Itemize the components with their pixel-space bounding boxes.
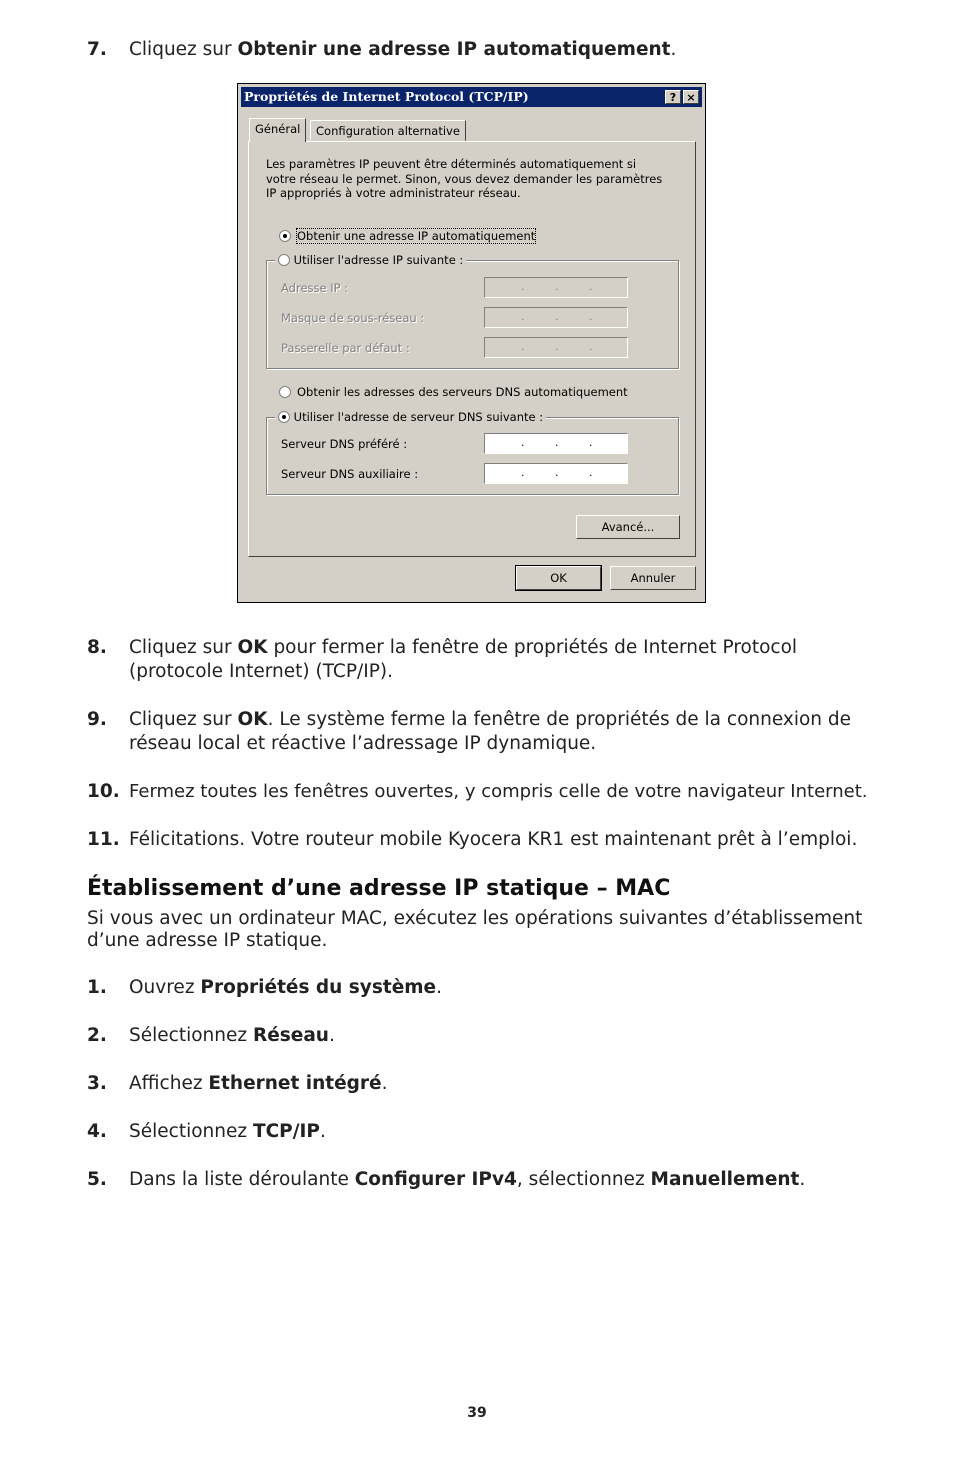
step-number: 3. <box>87 1073 107 1094</box>
step-text-mid: , sélectionnez <box>516 1169 651 1190</box>
mac-step-2 <box>87 1024 877 1048</box>
advanced-button[interactable]: Avancé... <box>576 515 680 539</box>
step-bold: Réseau <box>252 1025 329 1046</box>
ip-address-field[interactable]: . . . <box>484 277 628 298</box>
mac-step-5 <box>87 1168 877 1192</box>
step-9 <box>87 708 877 756</box>
step-text: Dans la liste déroulante <box>129 1169 355 1190</box>
tab-general[interactable]: Général <box>249 118 306 142</box>
ip-address-label: Adresse IP : <box>281 281 349 295</box>
step-number: 9. <box>87 709 107 730</box>
mac-step-3 <box>87 1072 877 1096</box>
step-text: Félicitations. Votre routeur mobile Kyocera KR1 est maintenant prêt à l’emploi. <box>129 829 858 850</box>
step-bold: Obtenir une adresse IP automatiquement <box>237 39 671 60</box>
step-text-end: . <box>328 1025 335 1046</box>
radio-auto-ip-label[interactable]: Obtenir une adresse IP automatiquement <box>297 229 536 243</box>
step-11 <box>87 828 877 852</box>
radio-manual-dns-label[interactable]: Utiliser l'adresse de serveur DNS suivante : <box>293 410 544 424</box>
step-bold: TCP/IP <box>252 1121 320 1142</box>
step-number: 5. <box>87 1169 107 1190</box>
step-text: Cliquez sur <box>129 709 238 730</box>
preferred-dns-field[interactable]: . . . <box>484 433 628 454</box>
step-text: Ouvrez <box>129 977 201 998</box>
step-number: 4. <box>87 1121 107 1142</box>
step-number: 8. <box>87 637 107 658</box>
step-text-end: . <box>381 1073 388 1094</box>
step-text-end: . <box>319 1121 326 1142</box>
step-8 <box>87 636 877 684</box>
step-text: Sélectionnez <box>129 1025 253 1046</box>
subnet-mask-field[interactable]: . . . <box>484 307 628 328</box>
step-bold: OK <box>237 709 268 730</box>
step-text: Cliquez sur <box>129 637 238 658</box>
step-number: 11. <box>87 829 120 850</box>
step-text: Sélectionnez <box>129 1121 253 1142</box>
step-bold: OK <box>237 637 268 658</box>
radio-auto-dns-label[interactable]: Obtenir les adresses des serveurs DNS automatiquement <box>297 385 628 399</box>
radio-manual-dns[interactable] <box>278 411 290 423</box>
step-text-end: . <box>799 1169 806 1190</box>
section-heading: Établissement d’une adresse IP statique – MAC <box>87 876 671 901</box>
default-gateway-label: Passerelle par défaut : <box>281 341 410 355</box>
step-text: Fermez toutes les fenêtres ouvertes, y compris celle de votre navigateur Internet. <box>129 781 868 802</box>
step-bold: Propriétés du système <box>200 977 437 998</box>
step-text-end: . <box>670 39 677 60</box>
alternate-dns-label: Serveur DNS auxiliaire : <box>281 467 419 481</box>
page-number: 39 <box>467 1405 487 1421</box>
step-7 <box>87 38 877 62</box>
dialog-title: Propriétés de Internet Protocol (TCP/IP) <box>244 89 529 104</box>
step-number: 1. <box>87 977 107 998</box>
alternate-dns-field[interactable]: . . . <box>484 463 628 484</box>
step-10 <box>87 780 887 804</box>
help-button[interactable]: ? <box>665 90 681 104</box>
mac-step-4 <box>87 1120 877 1144</box>
ok-button[interactable]: OK <box>516 566 601 590</box>
preferred-dns-label: Serveur DNS préféré : <box>281 437 408 451</box>
step-number: 2. <box>87 1025 107 1046</box>
default-gateway-field[interactable]: . . . <box>484 337 628 358</box>
manual-ip-group-legend <box>275 253 466 267</box>
step-number: 7. <box>87 39 107 60</box>
dialog-titlebar[interactable] <box>241 87 702 107</box>
tab-alternate-config[interactable]: Configuration alternative <box>310 120 466 141</box>
radio-auto-ip[interactable] <box>279 230 291 242</box>
step-bold: Configurer IPv4 <box>354 1169 517 1190</box>
manual-dns-group-legend <box>275 410 546 424</box>
step-bold: Ethernet intégré <box>208 1073 382 1094</box>
subnet-mask-label: Masque de sous-réseau : <box>281 311 425 325</box>
step-text-end: pour fermer la fenêtre de propriétés de Internet Protocol (protocole Internet) (TCP/IP). <box>129 637 798 682</box>
step-number: 10. <box>87 781 120 802</box>
cancel-button[interactable]: Annuler <box>610 566 696 590</box>
step-bold-2: Manuellement <box>650 1169 800 1190</box>
step-text-end: . <box>436 977 442 998</box>
mac-step-1 <box>87 976 877 1000</box>
radio-manual-ip-label[interactable]: Utiliser l'adresse IP suivante : <box>293 253 464 267</box>
close-button[interactable]: × <box>683 90 699 104</box>
step-text: Affichez <box>129 1073 209 1094</box>
tcpip-properties-dialog <box>237 83 706 603</box>
radio-auto-dns[interactable] <box>279 386 291 398</box>
dialog-description: Les paramètres IP peuvent être déterminés automatiquement si votre réseau le permet. Sinon, vous devez demander les paramètres IP appropriés à votre administrateur réseau. <box>266 157 663 200</box>
step-text: Cliquez sur <box>129 39 238 60</box>
step-text-end: . Le système ferme la fenêtre de propriétés de la connexion de réseau local et réactive l’adressage IP dynamique. <box>129 709 852 754</box>
section-intro: Si vous avec un ordinateur MAC, exécutez les opérations suivantes d’établissement d’une adresse IP statique. <box>87 908 863 951</box>
radio-manual-ip[interactable] <box>278 254 290 266</box>
